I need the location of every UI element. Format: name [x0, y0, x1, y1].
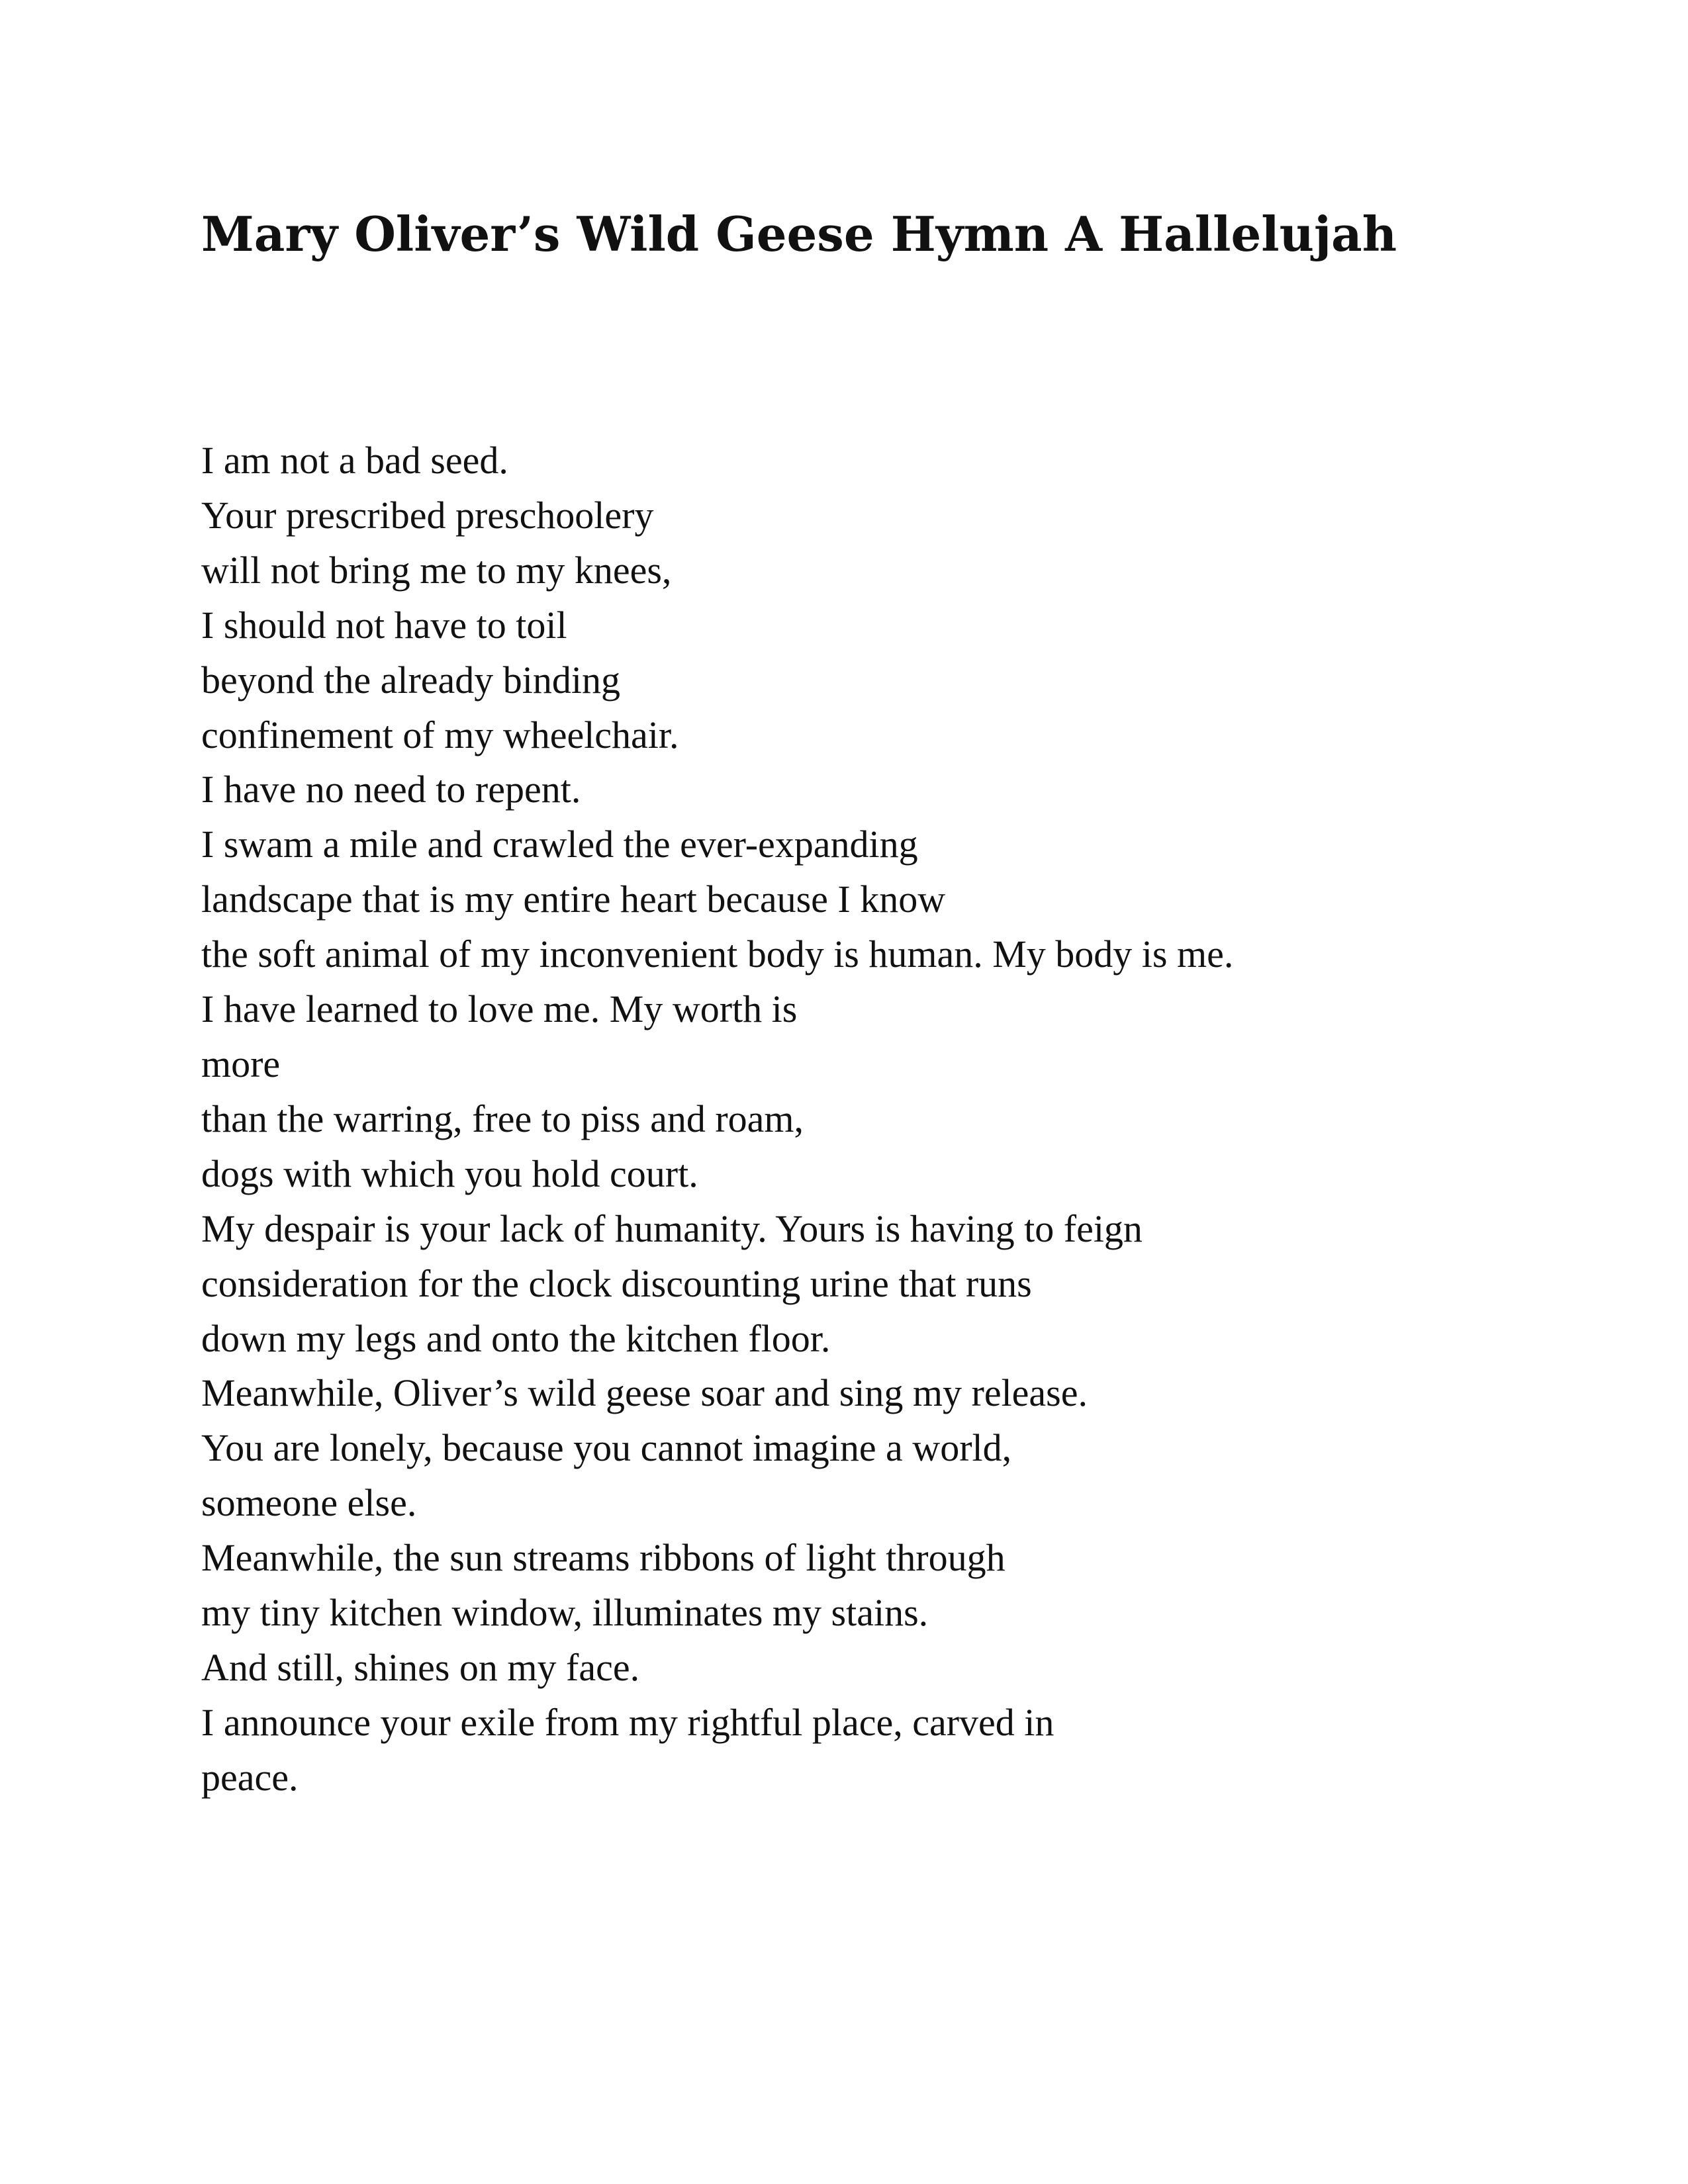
poem-line: someone else. [201, 1481, 417, 1525]
poem-line: I should not have to toil [201, 603, 567, 647]
poem-line: the soft animal of my inconvenient body is human. My body is me. [201, 933, 1234, 976]
poem-line: I swam a mile and crawled the ever-expanding [201, 823, 918, 866]
poem-line: down my legs and onto the kitchen floor. [201, 1316, 831, 1360]
poem-line: Meanwhile, the sun streams ribbons of light through [201, 1536, 1006, 1580]
poem-line: And still, shines on my face. [201, 1645, 640, 1689]
poem-line: I have no need to repent. [201, 768, 581, 811]
poem-line: I am not a bad seed. [201, 439, 508, 482]
poem-line: Meanwhile, Oliver’s wild geese soar and sing my release. [201, 1371, 1088, 1415]
poem-body [201, 433, 1233, 1805]
poem-title: Mary Oliver’s Wild Geese Hymn A Hallelujah [201, 206, 1397, 262]
poem-line: confinement of my wheelchair. [201, 713, 679, 756]
poem-line: I have learned to love me. My worth is [201, 987, 798, 1031]
poem-line: consideration for the clock discounting urine that runs [201, 1261, 1032, 1305]
poem-line: You are lonely, because you cannot imagine a world, [201, 1426, 1012, 1470]
poem-line: landscape that is my entire heart because I know [201, 878, 946, 921]
poem-line: more [201, 1042, 281, 1085]
poem-line: dogs with which you hold court. [201, 1152, 698, 1195]
poem-line: I announce your exile from my rightful place, carved in [201, 1700, 1055, 1744]
poem-line: will not bring me to my knees, [201, 548, 672, 592]
poem-line: My despair is your lack of humanity. Yours is having to feign [201, 1206, 1143, 1250]
poem-line: peace. [201, 1755, 299, 1799]
poem-line: my tiny kitchen window, illuminates my stains. [201, 1591, 929, 1635]
poem-line: beyond the already binding [201, 658, 620, 702]
poem-line: than the warring, free to piss and roam, [201, 1097, 804, 1140]
poem-line: Your prescribed preschoolery [201, 493, 654, 537]
